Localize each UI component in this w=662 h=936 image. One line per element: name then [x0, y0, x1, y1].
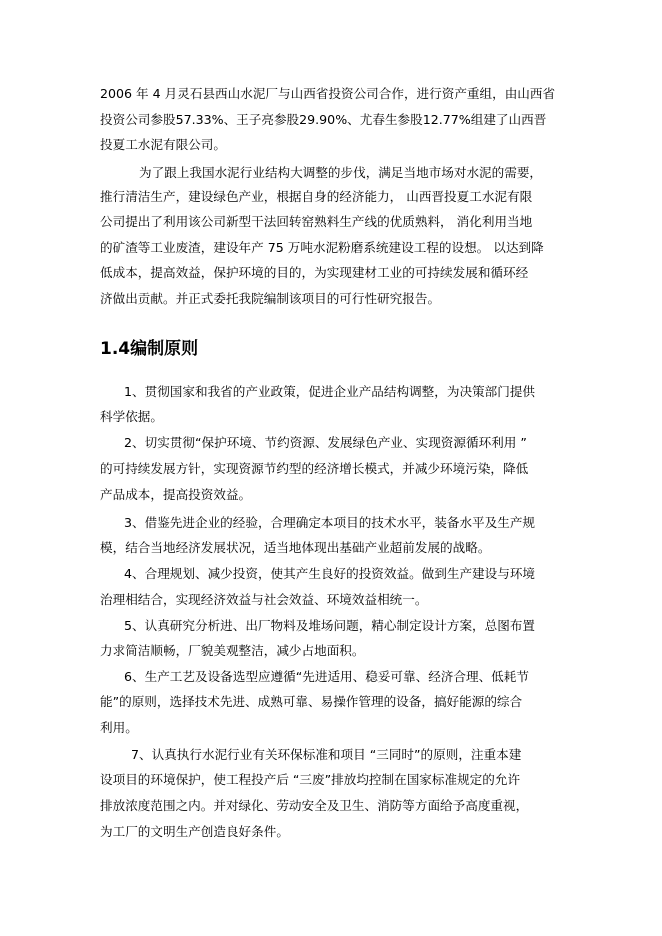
text-line: 力求简洁顺畅，厂貌美观整洁，减少占地面积。 [100, 643, 365, 658]
section-heading: 1.4编制原则 [100, 339, 199, 359]
text-line: 投资公司参股57.33%、王子亮参股29.90%、尤春生参股12.77%组建了山西晋 [100, 112, 547, 127]
text-line: 产品成本，提高投资效益。 [100, 487, 252, 502]
text-line: 模，结合当地经济发展状况，适当地体现出基础产业超前发展的战略。 [100, 540, 491, 555]
text-line: 利用。 [100, 720, 138, 735]
text-line: 为工厂的文明生产创造良好条件。 [100, 824, 289, 839]
text-line: 的可持续发展方针，实现资源节约型的经济增长模式，并减少环境污染，降低 [100, 461, 529, 476]
text-line: 设项目的环境保护，使工程投产后 “三废”排放均控制在国家标准规定的允许 [100, 772, 521, 787]
text-line: 5、认真研究分析进、出厂物料及堆场问题，精心制定设计方案，总图布置 [124, 618, 536, 633]
text-line: 3、借鉴先进企业的经验，合理确定本项目的技术水平，装备水平及生产规 [124, 515, 536, 530]
text-line: 7、认真执行水泥行业有关环保标准和项目 “三同时”的原则，注重本建 [131, 747, 522, 762]
text-line: 公司提出了利用该公司新型干法回转窑熟料生产线的优质熟料， 消化利用当地 [100, 214, 533, 229]
text-line: 治理相结合，实现经济效益与社会效益、环境效益相统一。 [100, 592, 428, 607]
text-line: 投夏工水泥有限公司。 [100, 137, 226, 152]
text-line: 济做出贡献。并正式委托我院编制该项目的可行性研究报告。 [100, 291, 441, 306]
text-line: 2006 年 4 月灵石县西山水泥厂与山西省投资公司合作，进行资产重组，由山西省 [100, 86, 556, 101]
text-line: 排放浓度范围之内。并对绿化、劳动安全及卫生、消防等方面给予高度重视， [100, 798, 529, 813]
text-line: 的矿渣等工业废渣，建设年产 75 万吨水泥粉磨系统建设工程的设想。 以达到降 [100, 240, 544, 255]
text-line: 4、合理规划、减少投资，使其产生良好的投资效益。做到生产建设与环境 [124, 566, 536, 581]
text-line: 推行清洁生产，建设绿色产业，根据自身的经济能力， 山西晋投夏工水泥有限 [100, 189, 533, 204]
text-line: 1、贯彻国家和我省的产业政策，促进企业产品结构调整，为决策部门提供 [124, 384, 536, 399]
text-line: 为了跟上我国水泥行业结构大调整的步伐，满足当地市场对水泥的需要， [139, 165, 542, 180]
text-line: 6、生产工艺及设备选型应遵循“先进适用、稳妥可靠、经济合理、低耗节 [124, 669, 529, 684]
text-line: 能”的原则，选择技术先进、成熟可靠、易操作管理的设备，搞好能源的综合 [100, 694, 523, 709]
text-line: 2、切实贯彻“保护环境、节约资源、发展绿色产业、实现资源循环利用 ” [124, 435, 527, 450]
text-line: 科学依据。 [100, 409, 163, 424]
text-line: 低成本，提高效益，保护环境的目的，为实现建材工业的可持续发展和循环经 [100, 265, 529, 280]
